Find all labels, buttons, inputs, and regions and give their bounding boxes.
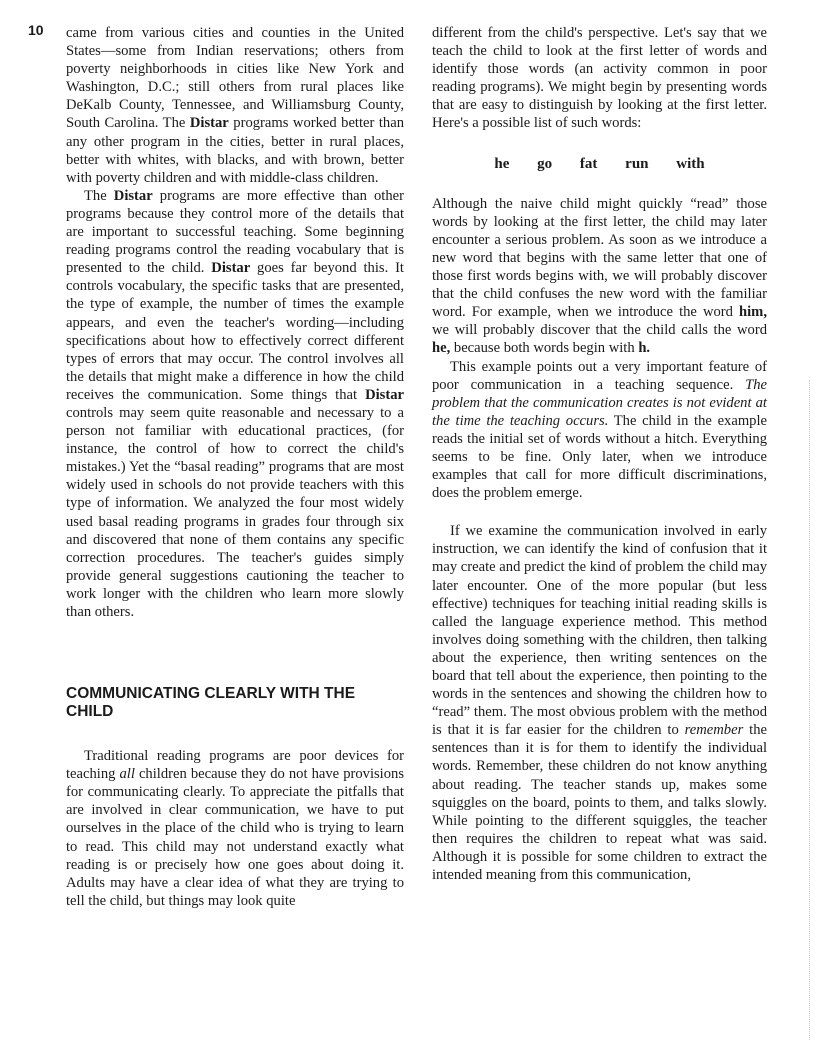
distar-term: Distar (211, 260, 251, 277)
example-word: run (625, 155, 649, 172)
emphasis-key-point: The problem that the communication creates is not evident at the time the teaching occurs. (432, 376, 767, 429)
distar-term: Distar (189, 115, 229, 132)
left-paragraph-1: came from various cities and counties in the United States—some from Indian reservations; others from poverty neighborhoods in cities like New York and Washington, D.C.; still others from rural places like DeKalb County, Tennessee, and Williamsburg County, South Carolina. The Distar programs worked better than any other program in the cities, better in rural places, better with whites, with blacks, and with brown, better with poverty children and with middle-class children. (66, 25, 404, 186)
right-paragraph-1: different from the child's perspective. Let's say that we teach the child to look at the first letter of words and identify those words (an activity common in poor reading programs). We might begin by presenting words that are easy to distinguish by looking at the first letter. Here's a possible list of such words: (432, 25, 767, 132)
page-number: 10 (28, 22, 44, 38)
left-paragraph-3: Traditional reading programs are poor devices for teaching all children because they do not have provisions for communicating clearly. To appreciate the pitfalls that are involved in clear communication, we have to put ourselves in the place of the child who is trying to learn to read. This child may not understand exactly what reading is or precisely how one goes about doing it. Adults may have a clear idea of what they are trying to tell the child, but things may look quite (66, 748, 405, 909)
left-paragraph-2: The Distar programs are more effective than other programs because they control more of the details that are important to successful teaching. Some beginning reading programs control the reading vocabulary that is presented to the child. Distar goes far beyond this. It controls vocabulary, the specific tasks that are presented, the type of example, the number of times the example appears, and even the teacher's wording—including specifications about how to effectively correct different types of errors that may occur. The control involves all the details that might make a difference in how the child receives the communication. Some things that Distar controls may seem quite reasonable and necessary to a person not familiar with educational practices, (for instance, the control of how to correct the child's mistakes.) Yet the “basal reading” programs that are most widely used in schools do not provide teachers with this type of information. We analyzed the four most widely used basal reading programs in grades four through six and discovered that none of them contains any specific correction procedures. The teacher's guides simply provide general suggestions cautioning the teacher to work longer with the children who learn more slowly than others. (66, 187, 404, 620)
example-word-list (432, 155, 767, 173)
right-paragraph-2: Although the naive child might quickly “read” those words by looking at the first letter, the child may later encounter a serious problem. As soon as we introduce a new word that begins with the same letter that one of those first words begins with, we will probably discover that the child confuses the new word with the familiar word. For example, when we introduce the word him, we will probably discover that the child calls the word he, because both words begin with h. (432, 195, 767, 357)
scan-edge-artifact (808, 380, 810, 1040)
right-paragraph-4: If we examine the communication involved in early instruction, we can identify the kind of confusion that it may create and predict the kind of problem the child may later encounter. One of the more popular (but less effective) techniques for teaching initial reading skills is called the language experience method. This method involves doing something with the children, then talking about the experience, then writing sentences on the board that tell about the experience, then pointing to the words in the sentences and showing the children how to “read” them. The most obvious problem with the method is that it is far easier for the children to remember the sentences than it is for them to identify the individual words. Remember, these children do not know anything about reading. The teacher stands up, makes some squiggles on the board, points to them, and talks slowly. While pointing to the different squiggles, the teacher then requires the children to repeat what was said. Although it is possible for some children to extract the intended meaning from this communication, (432, 523, 767, 884)
left-column (66, 24, 404, 910)
distar-term: Distar (113, 187, 153, 204)
emphasis-remember: remember (684, 722, 744, 739)
example-word: go (537, 155, 553, 172)
right-paragraph-3: This example points out a very important feature of poor communication in a teaching sequence. The problem that the communication creates is not evident at the time the teaching occurs. The child in the example reads the initial set of words without a hitch. Everything seems to be fine. Only later, when we introduce examples that call for more difficult discriminations, does the problem emerge. (432, 358, 767, 502)
example-word: he (494, 155, 510, 172)
distar-term: Distar (365, 386, 404, 403)
example-word: with (676, 155, 705, 172)
section-heading: COMMUNICATING CLEARLY WITH THE CHILD (66, 685, 356, 721)
emphasis-all: all (119, 766, 135, 783)
right-column (432, 24, 767, 884)
example-word: fat (579, 155, 598, 172)
